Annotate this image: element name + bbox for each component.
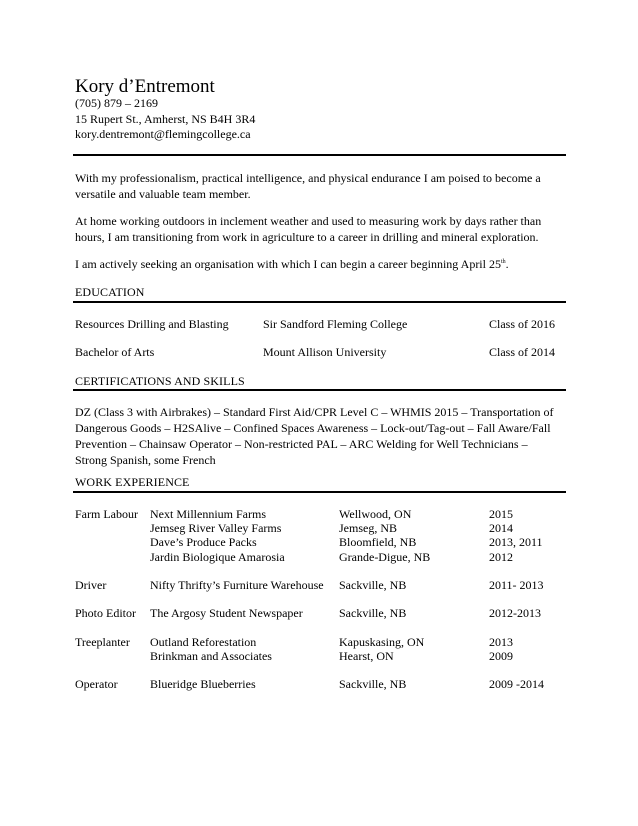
job-employer: Dave’s Produce Packs <box>150 535 257 549</box>
contact-block <box>75 96 255 143</box>
ordinal-suffix: th <box>500 259 506 265</box>
job-location: Bloomfield, NB <box>339 535 417 549</box>
education-year: Class of 2016 <box>489 317 555 331</box>
job-location: Grande-Digue, NB <box>339 550 431 564</box>
phone-number: (705) 879 – 2169 <box>75 96 158 110</box>
work-experience-heading: WORK EXPERIENCE <box>75 475 190 489</box>
job-location: Jemseg, NB <box>339 521 397 535</box>
job-employer: Next Millennium Farms <box>150 507 266 521</box>
email-address: kory.dentremont@flemingcollege.ca <box>75 127 251 142</box>
summary-paragraph-3-text: I am actively seeking an organisation with which I can begin a career beginning April 25 <box>75 257 501 271</box>
education-year: Class of 2014 <box>489 345 555 359</box>
education-school: Sir Sandford Fleming College <box>263 317 408 331</box>
education-program: Resources Drilling and Blasting <box>75 317 229 331</box>
job-location: Hearst, ON <box>339 649 394 663</box>
job-employer: Brinkman and Associates <box>150 649 272 663</box>
job-role: Farm Labour <box>75 507 138 521</box>
job-location: Sackville, NB <box>339 606 407 620</box>
summary-paragraph-1: With my professionalism, practical intelligence, and physical endurance I am poised to become a versatile and valuable team member. <box>75 171 541 201</box>
job-location: Sackville, NB <box>339 677 407 691</box>
certifications-text: DZ (Class 3 with Airbrakes) – Standard First Aid/CPR Level C – WHMIS 2015 – Transportation of Dangerous Goods – H2SAlive – Confined Spaces Awareness – Lock-out/Tag-out – Fall Aware/Fall Prevention – Chainsaw Operator – Non-restricted PAL – ARC Welding for Well Technicians – Strong Spanish, some French <box>75 405 554 467</box>
header-divider <box>73 154 566 156</box>
work-experience-divider <box>73 491 566 493</box>
job-employer: Nifty Thrifty’s Furniture Warehouse <box>150 578 324 592</box>
job-employer: The Argosy Student Newspaper <box>150 606 303 620</box>
job-years: 2012-2013 <box>489 606 541 620</box>
job-location: Wellwood, ON <box>339 507 412 521</box>
job-years: 2011- 2013 <box>489 578 544 592</box>
job-years: 2015 <box>489 507 513 521</box>
summary-paragraph-2: At home working outdoors in inclement weather and used to measuring work by days rather than hours, I am transitioning from work in agriculture to a career in drilling and mineral exploration. <box>75 214 542 244</box>
job-location: Kapuskasing, ON <box>339 635 425 649</box>
job-employer: Jemseg River Valley Farms <box>150 521 282 535</box>
job-years: 2009 <box>489 649 513 663</box>
certifications-divider <box>73 389 566 391</box>
job-years: 2009 -2014 <box>489 677 544 691</box>
candidate-name: Kory d’Entremont <box>75 76 215 97</box>
education-heading: EDUCATION <box>75 285 145 299</box>
job-role: Operator <box>75 677 118 691</box>
job-role: Treeplanter <box>75 635 130 649</box>
job-role: Photo Editor <box>75 606 137 620</box>
job-location: Sackville, NB <box>339 578 407 592</box>
job-years: 2014 <box>489 521 513 535</box>
street-address: 15 Rupert St., Amherst, NS B4H 3R4 <box>75 111 256 126</box>
education-program: Bachelor of Arts <box>75 345 155 359</box>
education-school: Mount Allison University <box>263 345 387 359</box>
job-years: 2013 <box>489 635 513 649</box>
job-employer: Blueridge Blueberries <box>150 677 256 691</box>
certifications-heading: CERTIFICATIONS AND SKILLS <box>75 374 245 388</box>
education-divider <box>73 301 566 303</box>
summary-paragraph-3-end: . <box>505 257 509 271</box>
job-role: Driver <box>75 578 107 592</box>
summary-paragraph-3 <box>75 256 565 272</box>
job-years: 2012 <box>489 550 513 564</box>
job-years: 2013, 2011 <box>489 535 543 549</box>
job-employer: Jardin Biologique Amarosia <box>150 550 285 564</box>
job-employer: Outland Reforestation <box>150 635 257 649</box>
